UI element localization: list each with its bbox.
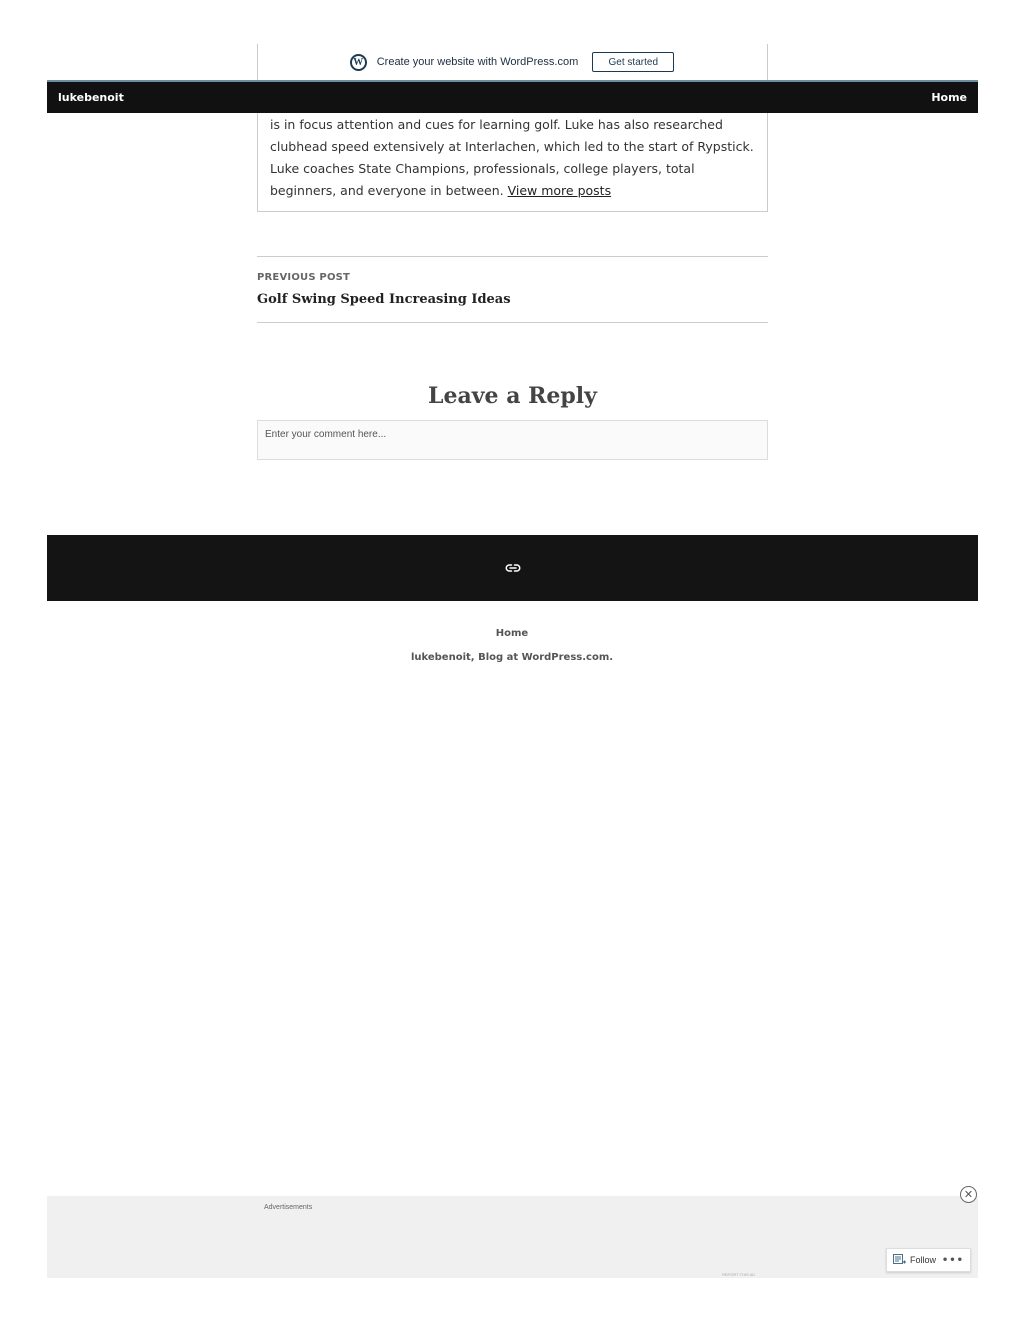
footer-social-band [47, 535, 978, 601]
site-header [47, 80, 978, 113]
report-ad-link[interactable]: REPORT THIS AD [722, 1272, 756, 1277]
post-navigation [257, 256, 768, 323]
nav-item-home[interactable]: Home [931, 91, 967, 104]
author-bio-text [270, 114, 755, 202]
previous-post-link[interactable]: Golf Swing Speed Increasing Ideas [257, 292, 511, 307]
follow-widget [886, 1248, 971, 1272]
ellipsis-icon[interactable]: ••• [941, 1254, 964, 1266]
comment-input[interactable]: Enter your comment here... [257, 420, 768, 460]
promo-text-link[interactable]: Create your website with WordPress.com [376, 56, 579, 68]
footer-credit [0, 652, 1024, 663]
get-started-button[interactable]: Get started [592, 52, 674, 72]
close-circle-icon[interactable]: ✕ [960, 1186, 977, 1203]
advertisements-label: Advertisements [264, 1204, 313, 1211]
footer-site-link[interactable]: lukebenoit [410, 652, 471, 663]
site-title[interactable]: lukebenoit [58, 91, 124, 104]
footer-credit-separator: , [470, 652, 479, 663]
footer-home-link[interactable]: Home [495, 628, 529, 639]
reader-follow-icon [893, 1254, 906, 1266]
follow-label: Follow [910, 1255, 937, 1265]
view-more-posts-link[interactable]: View more posts [507, 183, 612, 198]
follow-button[interactable] [893, 1254, 936, 1266]
footer-menu [0, 628, 1024, 639]
wordpress-logo-icon: W [350, 54, 367, 71]
advertisement-area [47, 1196, 978, 1278]
author-bio-body: is in focus attention and cues for learning golf. Luke has also researched clubhead speed extensively at Interlachen, which led to the start of Rypstick. Luke coaches State Champions, professionals, college players, total beginners, and everyone in between. [270, 117, 754, 198]
wordpress-promo-bar [0, 44, 1024, 80]
reply-title: Leave a Reply [428, 383, 597, 409]
link-icon[interactable] [504, 559, 522, 577]
footer-wordpress-link[interactable]: Blog at WordPress.com. [478, 652, 614, 663]
previous-post-label: PREVIOUS POST [257, 272, 351, 283]
